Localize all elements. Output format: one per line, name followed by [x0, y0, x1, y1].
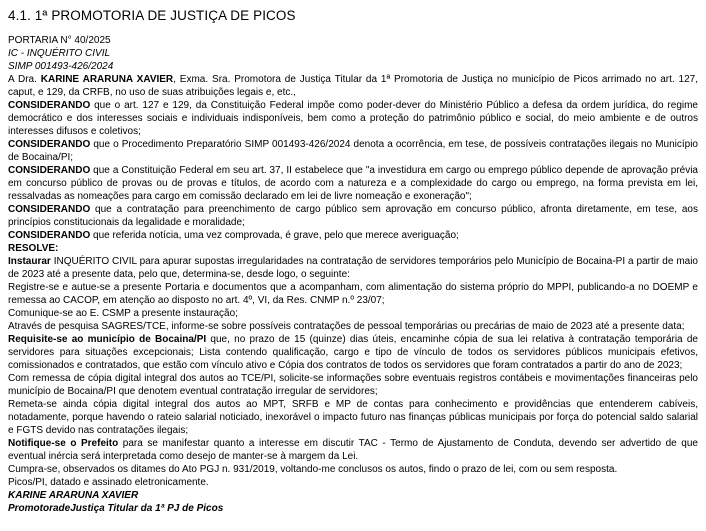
- text-run: A Dra.: [8, 74, 41, 85]
- resolve-instaurar: [8, 255, 698, 281]
- text-run: CONSIDERANDO: [8, 100, 91, 111]
- text-run: CONSIDERANDO: [8, 204, 91, 215]
- resolve-requisite: [8, 333, 698, 372]
- place-date: [8, 476, 698, 489]
- text-run: Remeta-se ainda cópia digital integral dos autos ao MPT, SRFB e MP de contas para conhecimento e providências que entenderem cabíveis, notadamente, porque havendo o rateio salarial noticiado, inexorável o impacto futuro nas finanças públicas municipais por força do potencial saldo salarial e FGTS devido nas contratações ilegais;: [8, 399, 698, 436]
- text-run: PORTARIA N° 40/2025: [8, 35, 111, 46]
- text-run: Comunique-se ao E. CSMP a presente instauração;: [8, 308, 238, 319]
- resolve-notifique: [8, 437, 698, 463]
- considerando-2: [8, 138, 698, 164]
- text-run: PromotoradeJustiça Titular da 1ª PJ de Picos: [8, 503, 224, 514]
- page-title: 4.1. 1ª PROMOTORIA DE JUSTIÇA DE PICOS: [8, 8, 296, 23]
- preamble: [8, 73, 698, 99]
- text-run: INQUÉRITO CIVIL para apurar supostas irregularidades na contratação de servidores temporários pelo Município de Bocaina-PI a partir de maio de 2023 até a presente data, pelo que, determina-se, desde logo, o seguinte:: [8, 256, 698, 280]
- text-run: que o Procedimento Preparatório SIMP 001493-426/2024 denota a ocorrência, em tese, de possíveis contratações ilegais no Município de Bocaina/PI;: [8, 139, 698, 163]
- considerando-5: [8, 229, 698, 242]
- text-run: CONSIDERANDO: [8, 165, 91, 176]
- portaria-number: [8, 34, 698, 47]
- text-run: que, no prazo de 15 (quinze) dias úteis, encaminhe cópia de sua lei relativa à contratação temporária de servidores para situações excepcionais; Lista contendo qualificação, cargo e tipo de vínculo de todos os servidores públicos municipais efetivos, comissionados e contratados, que estão com vínculo ativo e Cópia dos contratos de todos os servidores que foram contratados a partir do ano de 2023;: [8, 334, 698, 371]
- text-run: para se manifestar quanto a interesse em discutir TAC - Termo de Ajustamento de Conduta, devendo ser advertido de que eventual inércia será interpretada como desejo de manter-se à margem da Lei.: [8, 438, 698, 462]
- text-run: que o art. 127 e 129, da Constituição Federal impõe como poder-dever do Ministério Público a defesa da ordem jurídica, do regime democrático e dos interesses sociais e individuais indisponíveis, bem como a proteção do patrimônio público e social, do meio ambiente e de outros interesses difusos e coletivos;: [8, 100, 698, 137]
- text-run: Picos/PI, datado e assinado eletronicamente.: [8, 477, 209, 488]
- resolve-registre: [8, 281, 698, 307]
- considerando-1: [8, 99, 698, 138]
- resolve-comunique: [8, 307, 698, 320]
- text-run: KARINE ARARUNA XAVIER: [40, 74, 174, 85]
- resolve-sagres: [8, 320, 698, 333]
- document-body: [8, 34, 698, 515]
- text-run: SIMP 001493-426/2024: [8, 61, 114, 72]
- text-run: Registre-se e autue-se a presente Portaria e documentos que a acompanham, com alimentação do sistema próprio do MPPI, publicando-a no DOEMP e remessa ao CACOP, em atenção ao disposto no art. 4º, VI, da Res. CNMP n.º 23/07;: [8, 282, 698, 306]
- text-run: que referida notícia, uma vez comprovada, é grave, pelo que merece averiguação;: [90, 230, 459, 241]
- text-run: , Exma. Sra. Promotora de Justiça Titular da 1ª Promotoria de Justiça no município de Picos arrimado no art. 127, caput, e 129, da CRFB, no uso de suas atribuições legais e, etc.,: [8, 74, 698, 98]
- text-run: que a Constituição Federal em seu art. 37, II estabelece que "a investidura em cargo ou emprego público depende de aprovação prévia em concurso público de provas ou de provas e títulos, de acordo com a natureza e a complexidade do cargo ou emprego, na forma prevista em lei, ressalvadas as nomeações para cargo em comissão declarado em lei de livre nomeação e exoneração";: [8, 165, 698, 202]
- text-run: Cumpra-se, observados os ditames do Ato PGJ n. 931/2019, voltando-me conclusos os autos, findo o prazo de lei, com ou sem resposta.: [8, 464, 618, 475]
- text-run: Com remessa de cópia digital integral dos autos ao TCE/PI, solicite-se informações sobre eventuais registros contábeis e movimentações financeiras pelo município de Bocaina/PI que denotem eventual contratação irregular de servidores;: [8, 373, 698, 397]
- text-run: Notifique-se o Prefeito: [8, 438, 119, 449]
- resolve-heading: [8, 242, 698, 255]
- signature-name: [8, 489, 698, 502]
- resolve-cumpra: [8, 463, 698, 476]
- signature-title: [8, 502, 698, 515]
- simp-number: [8, 60, 698, 73]
- text-run: CONSIDERANDO: [8, 139, 91, 150]
- resolve-tce: [8, 372, 698, 398]
- text-run: que a contratação para preenchimento de cargo público sem aprovação em concurso público, afronta diretamente, em tese, aos princípios constitucionais da legalidade e moralidade;: [8, 204, 698, 228]
- text-run: Através de pesquisa SAGRES/TCE, informe-se sobre possíveis contratações de pessoal temporárias ou precárias de maio de 2023 até a presente data;: [8, 321, 685, 332]
- considerando-4: [8, 203, 698, 229]
- resolve-remeta: [8, 398, 698, 437]
- considerando-3: [8, 164, 698, 203]
- text-run: KARINE ARARUNA XAVIER: [8, 490, 139, 501]
- text-run: RESOLVE:: [8, 243, 59, 254]
- text-run: CONSIDERANDO: [8, 230, 91, 241]
- text-run: Requisite-se ao município de Bocaina/PI: [8, 334, 207, 345]
- text-run: Instaurar: [8, 256, 51, 267]
- text-run: IC - INQUÉRITO CIVIL: [8, 48, 111, 59]
- procedure-type: [8, 47, 698, 60]
